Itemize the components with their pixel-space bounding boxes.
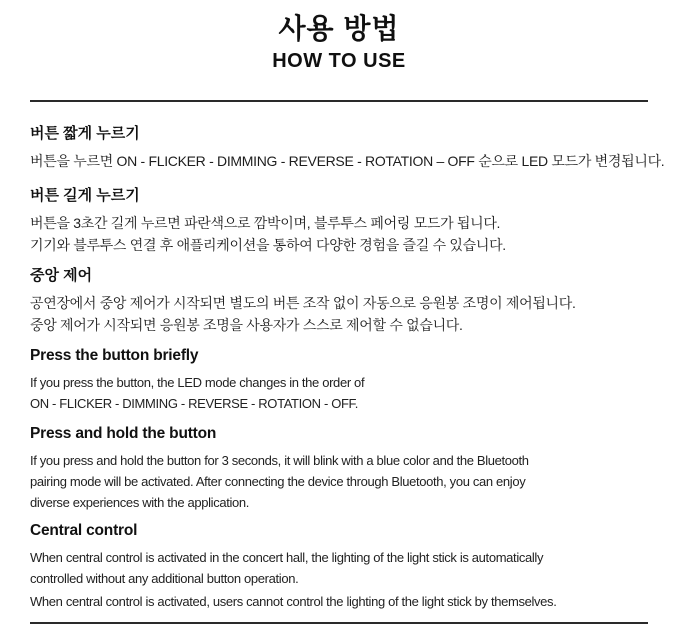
section-heading: Press and hold the button xyxy=(30,425,217,442)
section-heading: 중앙 제어 xyxy=(30,267,93,284)
section-central-control-english xyxy=(30,521,648,612)
page-title-korean: 사용 방법 xyxy=(278,13,400,44)
text-line: 버튼을 3초간 길게 누르면 파란색으로 깜박이며, 블루투스 페어링 모드가 됩니다. xyxy=(30,215,501,231)
page-title-english: HOW TO USE xyxy=(272,50,406,72)
top-divider xyxy=(30,100,648,102)
section-paragraph xyxy=(30,450,648,513)
text-line: 버튼을 누르면 ON - FLICKER - DIMMING - REVERSE - ROTATION – OFF 순으로 LED 모드가 변경됩니다. xyxy=(30,153,665,169)
text-line: When central control is activated, users cannot control the lighting of the light stick by themselves. xyxy=(30,594,557,609)
section-heading: Central control xyxy=(30,522,138,539)
text-line: pairing mode will be activated. After connecting the device through Bluetooth, you can enjoy xyxy=(30,474,526,489)
text-line: If you press and hold the button for 3 seconds, it will blink with a blue color and the Bluetooth xyxy=(30,453,529,468)
text-line: 기기와 블루투스 연결 후 애플리케이션을 통하여 다양한 경험을 즐길 수 있습니다. xyxy=(30,237,506,253)
section-long-press-korean xyxy=(30,186,648,256)
section-paragraph xyxy=(30,372,648,414)
section-heading: Press the button briefly xyxy=(30,347,199,364)
section-paragraph xyxy=(30,150,665,172)
section-paragraph xyxy=(30,591,648,612)
text-line: If you press the button, the LED mode changes in the order of xyxy=(30,375,365,390)
text-line: 공연장에서 중앙 제어가 시작되면 별도의 버튼 조작 없이 자동으로 응원봉 조명이 제어됩니다. xyxy=(30,295,576,311)
bottom-divider xyxy=(30,622,648,624)
section-heading: 버튼 길게 누르기 xyxy=(30,187,140,204)
text-line: ON - FLICKER - DIMMING - REVERSE - ROTATION - OFF. xyxy=(30,396,358,411)
page-header xyxy=(30,0,648,74)
section-central-control-korean xyxy=(30,266,648,336)
text-line: diverse experiences with the application. xyxy=(30,495,250,510)
text-line: When central control is activated in the concert hall, the lighting of the light stick is automatically xyxy=(30,550,544,565)
section-short-press-english xyxy=(30,346,648,414)
text-line: controlled without any additional button operation. xyxy=(30,571,299,586)
section-short-press-korean xyxy=(30,124,665,172)
text-line: 중앙 제어가 시작되면 응원봉 조명을 사용자가 스스로 제어할 수 없습니다. xyxy=(30,317,463,333)
section-long-press-english xyxy=(30,424,648,513)
section-heading: 버튼 짧게 누르기 xyxy=(30,125,140,142)
section-paragraph xyxy=(30,547,648,589)
section-paragraph xyxy=(30,292,648,336)
section-paragraph xyxy=(30,212,648,256)
